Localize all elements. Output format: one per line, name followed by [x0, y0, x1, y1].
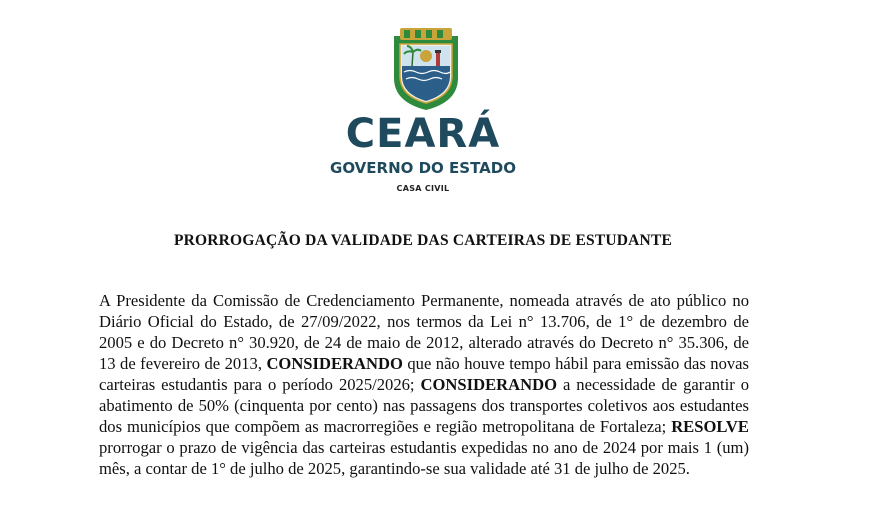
department-name: CASA CIVIL	[396, 184, 450, 193]
body-text-1: A Presidente da Comissão de Credenciamento Permanente, nomeada através de ato público no Diário Oficial do Estado, de 27/09/2022, nos termos da Lei n° 13.706, de 1° de dezembro de 2005 e do Decreto n° 30.920, de 24 de maio de 2012, alterado através do Decreto n° 35.306, de 13 de fevereiro de 2013,	[99, 291, 749, 373]
body-text-2: que não houve tempo hábil para emissão das novas carteiras estudantis para o período 2025/2026;	[99, 354, 750, 394]
letterhead	[0, 0, 870, 200]
brand-name: CEARÁ	[345, 111, 501, 157]
body-keyword-considerando-2: CONSIDERANDO	[420, 375, 557, 394]
body-keyword-considerando-1: CONSIDERANDO	[266, 354, 403, 373]
body-text-4: prorrogar o prazo de vigência das carteiras estudantis expedidas no ano de 2024 por mais 1 (um) mês, a contar de 1° de julho de 2025, garantindo-se sua validade até 31 de julho de 2025.	[99, 438, 749, 478]
body-keyword-resolve: RESOLVE	[671, 417, 749, 436]
body-text-3: a necessidade de garantir o abatimento de 50% (cinquenta por cento) nas passagens dos transportes coletivos aos estudantes dos municípios que compõem as macrorregiões e região metropolitana de Fortaleza;	[99, 375, 750, 436]
state-coat-of-arms-icon	[390, 26, 462, 112]
document-body	[99, 290, 749, 479]
brand-subtitle: GOVERNO DO ESTADO	[330, 159, 516, 177]
document-title: PRORROGAÇÃO DA VALIDADE DAS CARTEIRAS DE ESTUDANTE	[173, 232, 673, 249]
